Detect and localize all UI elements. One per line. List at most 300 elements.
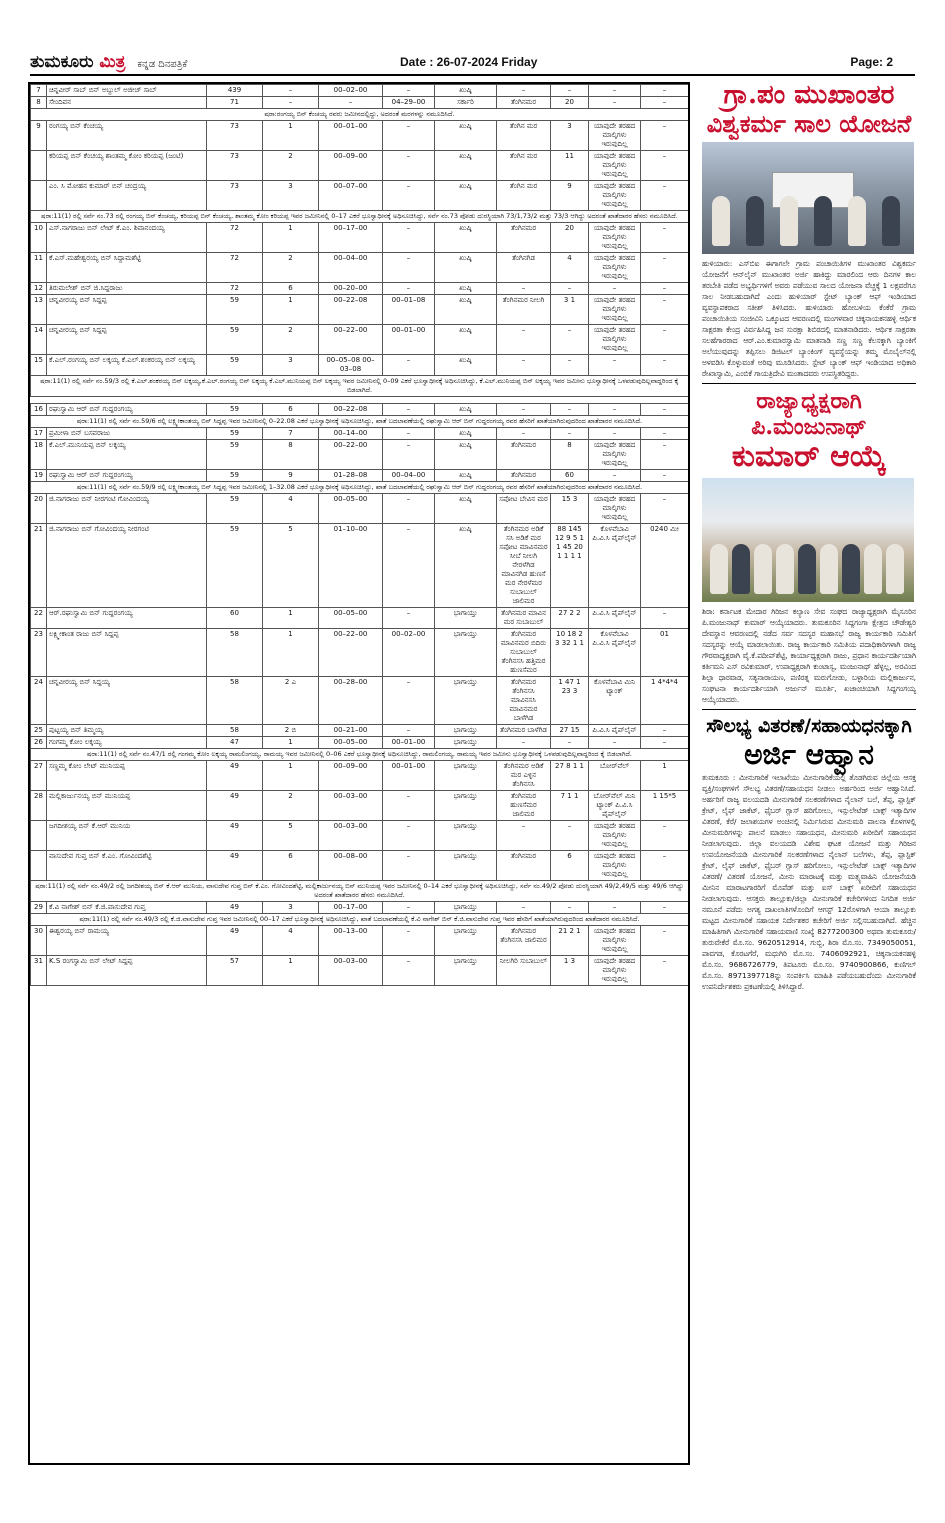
table-row xyxy=(31,440,689,470)
table-gap-cell xyxy=(31,397,689,404)
table-note-row xyxy=(31,416,689,428)
land-type: ಖುಷ್ಕಿ xyxy=(435,151,497,181)
owner-name: ಎಸ್.ನಾಗರಾಜು ಬಿನ್ ಲೇಟ್ ಕೆ.ಎಂ. ಶಿವಾನಂದಯ್ಯ xyxy=(47,223,207,253)
owner-name: ರಂಗಯ್ಯ ಬಿನ್ ಕೆಂಚಯ್ಯ xyxy=(47,121,207,151)
structure: – xyxy=(589,283,641,295)
person-figure xyxy=(746,196,764,246)
remarks: – xyxy=(641,902,689,914)
remarks: – xyxy=(641,355,689,376)
table-row xyxy=(31,223,689,253)
land-type: ಖುಷ್ಕಿ xyxy=(435,524,497,608)
structure: ಯಾವುದೇ ತರಹದ ಮಾಲ್ಕಿಗಳು ಇರುವುದಿಲ್ಲ xyxy=(589,181,641,211)
tree-type: – xyxy=(497,821,551,851)
row-number xyxy=(31,851,47,881)
owner-name: ಕೆ.ಎಲ್.ರಂಗಯ್ಯ ಬಿನ್ ಲಕ್ಕಯ್ಯ ಕೆ.ಎಲ್.ಶಂಕರಯ್ಯ ಬಿನ್ ಲಕ್ಕಯ್ಯ xyxy=(47,355,207,376)
kharab: – xyxy=(383,121,435,151)
table-row xyxy=(31,404,689,416)
kharab: – xyxy=(383,283,435,295)
structure: – xyxy=(589,404,641,416)
table-row xyxy=(31,428,689,440)
tree-type: – xyxy=(497,404,551,416)
tree-type: – xyxy=(497,428,551,440)
article2-headline-b: ಕುಮಾರ್ ಆಯ್ಕೆ xyxy=(731,439,887,474)
structure: ಯಾವುದೇ ತರಹದ ಮಾಲ್ಕಿಗಳು ಇರುವುದಿಲ್ಲ xyxy=(589,223,641,253)
structure: ಯಾವುದೇ ತರಹದ ಮಾಲ್ಕಿಗಳು ಇರುವುದಿಲ್ಲ xyxy=(589,295,641,325)
owner-name: ಪ್ರಮೀಳಾ ಬಿನ್ ಬಸವರಾಜು xyxy=(47,428,207,440)
table-row xyxy=(31,295,689,325)
table-note: ಷರಾ:ರಂಗಯ್ಯ ಬಿನ್ ಕೆಂಚಯ್ಯ ರವರು ಜಮೀನದಲ್ಲಿದ್ದು, ಅದರಂತೆ ಮರಗಳನ್ನು ನಮೂದಿಸಿದೆ. xyxy=(31,109,689,121)
person-figure xyxy=(814,196,832,246)
tree-count: 27 2 2 xyxy=(551,608,589,629)
remarks: – xyxy=(641,956,689,986)
extent: 00–07–00 xyxy=(319,181,383,211)
row-number xyxy=(31,151,47,181)
article3-headline-a: ಸೌಲಭ್ಯ ವಿತರಣೆ/ಸಹಾಯಧನಕ್ಕಾಗಿ xyxy=(706,715,912,737)
extent: 00–03–00 xyxy=(319,956,383,986)
divider xyxy=(702,383,916,384)
tree-type: ತೆಂಗಿನಮರ ಹುಣಸೆಮರ ಜಾಲಿಮರ xyxy=(497,791,551,821)
table-note-row xyxy=(31,211,689,223)
tree-type: ತೆಂಗಿನಮರ xyxy=(497,851,551,881)
survey-number: 60 xyxy=(207,608,263,629)
remarks: – xyxy=(641,97,689,109)
kharab: 00–04–00 xyxy=(383,470,435,482)
table-row xyxy=(31,956,689,986)
extent: 00–09–00 xyxy=(319,151,383,181)
survey-number: 49 xyxy=(207,821,263,851)
tree-count: 6 xyxy=(551,851,589,881)
sub-number: 1 xyxy=(263,629,319,677)
kharab: – xyxy=(383,428,435,440)
remarks: 01 xyxy=(641,629,689,677)
remarks: – xyxy=(641,121,689,151)
row-number: 19 xyxy=(31,470,47,482)
extent: 00–08–00 xyxy=(319,851,383,881)
person-figure xyxy=(886,544,904,594)
extent: 00–14–00 xyxy=(319,428,383,440)
extent: 00–03–00 xyxy=(319,821,383,851)
owner-name: ಚಿನ್ನವೀರ್ ಸಾಬ್ ಬಿನ್ ಅಬ್ದುಲ್ ಅಜೀಜ್ ಸಾಬ್ xyxy=(47,85,207,97)
extent: 00–22–00 xyxy=(319,440,383,470)
sub-number: 8 xyxy=(263,440,319,470)
land-type: ಭಾಗಾಯ್ತು xyxy=(435,791,497,821)
extent: 00–05–00 xyxy=(319,737,383,749)
sub-number: 2 ಬಿ xyxy=(263,725,319,737)
tree-type: – xyxy=(497,902,551,914)
article1-body: ಹುಳಿಯಾರು: ಎಸ್‌ಬಿಐ ಈಗಾಗಲೇ ಗ್ರಾಮ ಪಂಚಾಯಿತಿಗಳ ಮುಖಾಂತರ ವಿಶ್ವಕರ್ಮ ಯೋಜನೆಗೆ ಆನ್‌ಲೈನ್ ಮುಖಾಂತರ ಅರ್ಜಿ ಹಾಕಿದ್ದು ಮಾರಲಿಂದ ಆರು ದಿನಗಳ ಕಾಲ ತರಬೇತಿ ಪಡೆದ ಅಭ್ಯರ್ಥಿಗಳಿಗೆ ಅವರು ಪಡೆಯುವ ಸಾಲದ ಯೋಜನಾ ವೆಚ್ಚಕ್ಕೆ 1 ಲಕ್ಷವರೆಗೂ ಸಾಲ ನೀಡಬಹುದಾಗಿದೆ ಎಂದು ಹುಳಿಯಾರ್ ಸ್ಟೇಟ್ ಬ್ಯಾಂಕ್ ಆಫ್ ಇಂಡಿಯಾದ ವ್ಯವಸ್ಥಾಪಕರಾದ ಸತೀಶ್ ತಿಳಿಸಿದರು. ಹುಳಿಯಾರು ಹೋಬಳಿಯ ಕೆಂಕೆರೆ ಗ್ರಾಮ ಪಂಚಾಯಿತಿಯ ಸಂಜೀವಿನಿ ಒಕ್ಕೂಟದ ಆವರಣದಲ್ಲಿ ಮಂಗಳವಾರ ಚಿಕ್ಕನಾಯಕನಹಳ್ಳಿ ಆರ್ಥಿಕ ಸಾಕ್ಷರತಾ ಕೇಂದ್ರ ವಿರ್ವಹಿಸಿದ್ದ ಜನ ಸುರಕ್ಷಾ ಶಿಬಿರದಲ್ಲಿ ಮಾತನಾಡಿದರು. ಆರ್ಥಿಕ ಸಾಕ್ಷರತಾ ಸಲಹೆಗಾರರಾದ ಆರ್.ಎಂ.ಕುಮಾರಸ್ವಾಮಿ ಮಾತನಾಡಿ ಸಣ್ಣ ಸಣ್ಣ ಕೆಲಸಕ್ಕಾಗಿ ಬ್ಯಾಂಕಿಗೆ ಅಲೆಯುವುದನ್ನು ತಪ್ಪಿಸಲು ಡಿಜಿಟಲ್ ಬ್ಯಾಂಕಿಂಗ್ ವ್ಯವಸ್ಥೆಯನ್ನು ತಮ್ಮ ಮೊಬೈಲ್‌ನಲ್ಲಿ ಅಳವಡಿಸಿ ಕೊಳ್ಳುವಂತೆ ಅರಿವು ಮೂಡಿಸಿದರು. ಸ್ಟೇಟ್ ಬ್ಯಾಂಕ್ ಆಫ್ ಇಂಡಿಯಾದ ಅಧಿಕಾರಿ ರೇಖಾಸ್ವಾಮಿ, ಎಂಬಿಕೆ ಗಾಯತ್ರಿದೇವಿ ಮಂತಾದವರು ಉಪಸ್ಥಿತರಿದ್ದರು. xyxy=(702,259,916,378)
article3-headline-b: ಅರ್ಜಿ ಆಹ್ವಾನ xyxy=(744,738,874,771)
kharab: – xyxy=(383,677,435,725)
kharab: – xyxy=(383,851,435,881)
tree-count: 9 xyxy=(551,181,589,211)
survey-number: 59 xyxy=(207,494,263,524)
land-type: ಖುಷ್ಕಿ xyxy=(435,428,497,440)
owner-name: ಜಿ.ನಾಗರಾಜು ಬಿನ್ ನೀರಗಂಟಿ ಗೋವಿಂದಯ್ಯ xyxy=(47,494,207,524)
sub-number: 1 xyxy=(263,608,319,629)
survey-number: 49 xyxy=(207,902,263,914)
structure: – xyxy=(589,737,641,749)
table-row xyxy=(31,737,689,749)
sub-number: 6 xyxy=(263,851,319,881)
photo-group-certificates xyxy=(702,142,914,254)
tree-count: – xyxy=(551,737,589,749)
row-number: 7 xyxy=(31,85,47,97)
logo-part-a: ತುಮಕೂರು xyxy=(30,52,94,72)
remarks: – xyxy=(641,470,689,482)
land-type: ಭಾಗಾಯ್ತು xyxy=(435,851,497,881)
table-row xyxy=(31,181,689,211)
structure: – xyxy=(589,470,641,482)
row-number: 16 xyxy=(31,404,47,416)
kharab: – xyxy=(383,791,435,821)
extent: 00–17–00 xyxy=(319,902,383,914)
extent: 00–20–00 xyxy=(319,283,383,295)
tree-count: 20 xyxy=(551,97,589,109)
table-row xyxy=(31,677,689,725)
extent: 00–21–00 xyxy=(319,725,383,737)
land-type: ಭಾಗಾಯ್ತು xyxy=(435,725,497,737)
survey-number: 59 xyxy=(207,524,263,608)
row-number: 29 xyxy=(31,902,47,914)
table-note-row xyxy=(31,881,689,902)
tree-type: ತೆಂಗಿನಮರ xyxy=(497,223,551,253)
row-number: 9 xyxy=(31,121,47,151)
table-note: ಷರಾ:11(1) ರಲ್ಲಿ ಸರ್ವೆ ನಂ.59/9 ರಲ್ಲಿ ಲಕ್ಷ್ಮೀಕಾಂತಯ್ಯ ಬಿನ್ ಸಿದ್ದಪ್ಪ ಇವರ ಜಮೀನಿನಲ್ಲಿ 1–32.08 ಎಕರೆ ಭೂಸ್ವಾಧೀನಕ್ಕೆ ಅಧಿಸೂಚಿಸಿದ್ದು, ಖಾತೆ ಬದಲಾವಣೆಯಲ್ಲಿ ರಘುಸ್ವಾಮಿ ಆರ್ ಬಿನ್ ಗುದ್ದರಂಗಯ್ಯ ರವರ ಹೆಸರಿಗೆ ಖಾತೆಯಾಗಿರುವುದರಿಂದ ಖಾತೆದಾರರ ನಮೂದಿಸಿದೆ. xyxy=(31,482,689,494)
sub-number: 5 xyxy=(263,524,319,608)
tree-count: 60 xyxy=(551,470,589,482)
tree-count: 21 2 1 xyxy=(551,926,589,956)
survey-number: 58 xyxy=(207,725,263,737)
tree-count: 1 3 xyxy=(551,956,589,986)
owner-name: ಮಲ್ಲಿಕಾರ್ಜುನಯ್ಯ ಬಿನ್ ಮುನಿಯಪ್ಪ xyxy=(47,791,207,821)
land-acquisition-table xyxy=(28,82,690,1465)
owner-name: ಜಿ.ನಾಗರಾಜು ಬಿನ್ ಗೋವಿಂದಯ್ಯ ನೀರಗಂಟಿ xyxy=(47,524,207,608)
tree-count: 11 xyxy=(551,151,589,181)
owner-name: ಕೆ.ವಿ ನಾಗೇಶ್ ಬಿನ್ ಕೆ.ಜಿ.ವಾಸುದೇವ ಗುಪ್ತ xyxy=(47,902,207,914)
row-number: 10 xyxy=(31,223,47,253)
row-number xyxy=(31,181,47,211)
tree-count: 3 xyxy=(551,121,589,151)
survey-number: 71 xyxy=(207,97,263,109)
tree-type: ತೆಂಗಿನಮರ ನೀಲಗಿ xyxy=(497,295,551,325)
row-number: 28 xyxy=(31,791,47,821)
kharab: – xyxy=(383,253,435,283)
survey-number: 73 xyxy=(207,121,263,151)
table-note-row xyxy=(31,109,689,121)
table-row xyxy=(31,85,689,97)
owner-name: ರಘುಸ್ವಾಮಿ ಆರ್ ಬಿನ್ ಗುದ್ದರಂಗಯ್ಯ xyxy=(47,470,207,482)
tree-count: – xyxy=(551,355,589,376)
survey-number: 49 xyxy=(207,851,263,881)
table-row xyxy=(31,629,689,677)
table-note-row xyxy=(31,482,689,494)
owner-name: ಚನ್ನವೀರಯ್ಯ ಬಿನ್ ಸಿದ್ದಪ್ಪ xyxy=(47,325,207,355)
tree-type: – xyxy=(497,85,551,97)
structure: – xyxy=(589,428,641,440)
table-row xyxy=(31,121,689,151)
extent: 00–05–00 xyxy=(319,608,383,629)
owner-name: ಗಂಗಮ್ಮ ಕೋಂ ಲಕ್ಕಯ್ಯ xyxy=(47,737,207,749)
owner-name: ಜಗದೀಶಯ್ಯ ಬಿನ್ ಕೆ.ಆರ್ ಮುನಿಯ xyxy=(47,821,207,851)
land-type: ಭಾಗಾಯ್ತು xyxy=(435,902,497,914)
land-table xyxy=(30,84,689,986)
table-note: ಷರಾ:11(1) ರಲ್ಲಿ ಸರ್ವೆ ನಂ.49/2 ರಲ್ಲಿ ಜಗದೀಶಯ್ಯ ಬಿನ್ ಕೆ.ಆರ್ ಮುನಿಯ, ವಾಸುದೇವ ಗುಪ್ತ ಬಿನ್ ಕೆ.ಎಂ. ಗೋವಿಂದಶೆಟ್ಟಿ, ಮಲ್ಲಿಕಾರ್ಜುನಯ್ಯ ಬಿನ್ ಮುನಿಯಪ್ಪ ಇವರ ಜಮೀನಿನಲ್ಲಿ 0–14 ಎಕರೆ ಭೂಸ್ವಾಧೀನಕ್ಕೆ ಅಧಿಸೂಚಿಸಿದ್ದು, ಸರ್ವೆ ನಂ.49/2 ಪೋಡು ದುರಸ್ಥಿಯಾಗಿ 49/2,49/5 ಮತ್ತು 49/6 ಆಗಿದ್ದು ಅದರಂತೆ ಖಾತೆದಾರರ ಹೆಸರು ನಮೂದಿಸಿದೆ. xyxy=(31,881,689,902)
structure: ಯಾವುದೇ ತರಹದ ಮಾಲ್ಕಿಗಳು ಇರುವುದಿಲ್ಲ xyxy=(589,325,641,355)
row-number: 12 xyxy=(31,283,47,295)
tree-count: 3 1 xyxy=(551,295,589,325)
row-number: 20 xyxy=(31,494,47,524)
structure: ಬೋರ್‌ವೆಲ್ xyxy=(589,761,641,791)
kharab: – xyxy=(383,956,435,986)
kharab: – xyxy=(383,181,435,211)
survey-number: 59 xyxy=(207,470,263,482)
person-figure xyxy=(842,544,860,594)
row-number: 13 xyxy=(31,295,47,325)
structure: ಯಾವುದೇ ತರಹದ ಮಾಲ್ಕಿಗಳು ಇರುವುದಿಲ್ಲ xyxy=(589,926,641,956)
article2-body: ಶಿರಾ: ಕರ್ನಾಟಕ ಮೇದಾರ ಗಿರಿಜನ ಕಲ್ಯಾಣ ಸೇವ ಸಂಘದ ರಾಜ್ಯಾಧ್ಯಕ್ಷರಾಗಿ ಮೈಸೂರಿನ ಪಿ.ಮಂಜುನಾಥ್ ಕುಮಾರ್ ಆಯ್ಕೆಯಾದರು. ತುಮಕೂರಿನ ಸಿದ್ದಗಂಗಾ ಕ್ಷೇತ್ರದ ಚೌಡೇಶ್ವರಿ ದೇವಸ್ಥಾನ ಆವರಣದಲ್ಲಿ ನಡೆದ ಸರ್ವ ಸದಸ್ಯರ ಮಹಾಸಭೆ ರಾಜ್ಯ ಕಾರ್ಯಕಾರಿ ಸಮಿತಿಗೆ ಸದಸ್ಯರನ್ನು ಆಯ್ಕೆ ಮಾಡಲಾಯಿತು. ರಾಜ್ಯ ಕಾರ್ಯಕಾರಿ ಸಮಿತಿಯ ಪದಾಧಿಕಾರಿಗಳಾಗಿ ರಾಜ್ಯ ಗೌರವಾಧ್ಯಕ್ಷರಾಗಿ ವೈ.ಕೆ.ಪದೀಪ್‌ಶೆಟ್ಟಿ, ಕಾರ್ಯಾಧ್ಯಕ್ಷರಾಗಿ ರಾಜು, ಪ್ರಧಾನ ಕಾರ್ಯದರ್ಶಿಯಾಗಿ ಕರ್ತಿಮನಿ ಎಸ್ ರವಿಕುಮಾರ್, ಉಪಾಧ್ಯಕ್ಷರಾಗಿ ಕುಂಟಾಸ್ವ, ಮಂಜುನಾಥ್ ಹೆಳ್ಳಲ್ಲ, ಅರವಿಂದ ಶಿಲ್ಪಾ ಧಾರವಾಡ, ಸತ್ಯನಾರಾಯಣ, ಪಣಿರತ್ನ ಮರುಗೋಡು, ಬಳ್ಳಾರಿಯ ಮಲ್ಲಿಕಾರ್ಜುನ, ಸಂಘಟನಾ ಕಾರ್ಯದರ್ಶಿಯಾಗಿ ಅರ್ಜುನ್ ಮೂರ್ತಿ, ಖಜಾಂಚಿಯಾಗಿ ಸಿದ್ದಗಂಗಯ್ಯ ಆಯ್ಕೆಯಾದರು. xyxy=(702,607,916,704)
tree-count: 27 8 1 1 xyxy=(551,761,589,791)
person-figure xyxy=(820,544,838,594)
structure: ಯಾವುದೇ ತರಹದ ಮಾಲ್ಕಿಗಳು ಇರುವುದಿಲ್ಲ xyxy=(589,440,641,470)
tree-type: – xyxy=(497,283,551,295)
land-type: ಖುಷ್ಕಿ xyxy=(435,223,497,253)
remarks: – xyxy=(641,725,689,737)
sub-number: 3 xyxy=(263,181,319,211)
kharab: 04–29–00 xyxy=(383,97,435,109)
structure: – xyxy=(589,85,641,97)
extent: 00–22–00 xyxy=(319,325,383,355)
table-row xyxy=(31,494,689,524)
table-note: ಷರಾ:11(1) ರಲ್ಲಿ ಸರ್ವೆ ನಂ.73 ರಲ್ಲಿ ರಂಗಯ್ಯ ಬಿನ್ ಕೆಂಚಯ್ಯ, ಕರಿಯಪ್ಪ ಬಿನ್ ಕೆಂಚಯ್ಯ, ಶಾಂತಮ್ಮ ಕೋಂ ಕರಿಯಪ್ಪ ಇವರ ಜಮೀನಿನಲ್ಲಿ 0–17 ಎಕರೆ ಭೂಸ್ವಾಧೀನಕ್ಕೆ ಅಧಿಸೂಚಿಸಿದ್ದು, ಸರ್ವೆ ನಂ.73 ಪೋಡು ದುರಸ್ಥಿಯಾಗಿ 73/1,73/2 ಮತ್ತು 73/3 ಆಗಿದ್ದು ಅದರಂತೆ ಖಾತೆದಾರರ ಹೆಸರು ನಮೂದಿಸಿದೆ. xyxy=(31,211,689,223)
right-column xyxy=(700,80,918,992)
structure: ಕೊಳವೆಬಾವಿ ಮಿನಿ ಟ್ಯಾಂಕ್ xyxy=(589,677,641,725)
survey-number: 72 xyxy=(207,223,263,253)
sub-number: 6 xyxy=(263,283,319,295)
table-note-row xyxy=(31,749,689,761)
structure: ಯಾವುದೇ ತರಹದ ಮಾಲ್ಕಿಗಳು ಇರುವುದಿಲ್ಲ xyxy=(589,851,641,881)
remarks: – xyxy=(641,737,689,749)
row-number: 27 xyxy=(31,761,47,791)
owner-name: ಪುಟ್ಟಯ್ಯ ಬಿನ್ ತಿಮ್ಮಯ್ಯ xyxy=(47,725,207,737)
remarks: 1 xyxy=(641,761,689,791)
remarks: – xyxy=(641,851,689,881)
logo-part-b: ಮಿತ್ರ xyxy=(99,52,126,72)
kharab: 00–01–00 xyxy=(383,325,435,355)
tree-type: ತೆಂಗಿನ ಮರ xyxy=(497,181,551,211)
survey-number: 49 xyxy=(207,761,263,791)
table-row xyxy=(31,253,689,283)
tree-count: 10 18 2 3 32 1 1 xyxy=(551,629,589,677)
remarks: – xyxy=(641,283,689,295)
owner-name: ಈಶ್ವರಯ್ಯ ಬಿನ್ ರಾಮಯ್ಯ xyxy=(47,926,207,956)
sub-number: 4 xyxy=(263,926,319,956)
remarks: – xyxy=(641,295,689,325)
article1-headline-b: ವಿಶ್ವಕರ್ಮ ಸಾಲ ಯೋಜನೆ xyxy=(706,109,912,138)
sub-number: – xyxy=(263,85,319,97)
land-type: ಖುಷ್ಕಿ xyxy=(435,295,497,325)
extent: 00–09–00 xyxy=(319,761,383,791)
tree-count: 8 xyxy=(551,440,589,470)
extent: 00–28–00 xyxy=(319,677,383,725)
remarks: – xyxy=(641,151,689,181)
survey-number: 439 xyxy=(207,85,263,97)
land-type: ಖುಷ್ಕಿ xyxy=(435,494,497,524)
table-gap xyxy=(31,397,689,404)
person-figure xyxy=(882,196,900,246)
tree-type: ತೆಂಗಿನಮರ ತೆಂಗಿನಸಸಿ ಮಾವಿನಸಸಿ ಮಾವಿನಮರ ಬಾಳೆಗಿಡ xyxy=(497,677,551,725)
kharab: 00–02–00 xyxy=(383,629,435,677)
sub-number: 1 xyxy=(263,223,319,253)
person-figure xyxy=(754,544,772,594)
survey-number: 72 xyxy=(207,283,263,295)
extent: 01–28–08 xyxy=(319,470,383,482)
land-type: ಖುಷ್ಕಿ xyxy=(435,404,497,416)
survey-number: 59 xyxy=(207,404,263,416)
structure: ಯಾವುದೇ ತರಹದ ಮಾಲ್ಕಿಗಳು ಇರುವುದಿಲ್ಲ xyxy=(589,956,641,986)
survey-number: 59 xyxy=(207,440,263,470)
structure: – xyxy=(589,902,641,914)
row-number: 31 xyxy=(31,956,47,986)
owner-name: ಚನ್ನವೀರಯ್ಯ ಬಿನ್ ಸಿದ್ದಪ್ಪ xyxy=(47,295,207,325)
survey-number: 47 xyxy=(207,737,263,749)
tree-type: ತೆಂಗಿನಗಿಡ xyxy=(497,253,551,283)
remarks: – xyxy=(641,181,689,211)
survey-number: 49 xyxy=(207,791,263,821)
remarks: – xyxy=(641,440,689,470)
table-row xyxy=(31,97,689,109)
article3-body: ತುಮಕೂರು : ಮೀನುಗಾರಿಕೆ ಇಲಾಖೆಯು ಮೀನುಗಾರಿಕೆಯಲ್ಲಿ ತೊಡಗಿರುವ ಜಿಲ್ಲೆಯ ಆಸಕ್ತ ವ್ಯಕ್ತಿ/ಸಂಘಗಳಿಗೆ ಸೌಲಭ್ಯ ವಿತರಣೆ/ಸಹಾಯಧನ ನೀಡಲು ಅರ್ಹರಿಂದ ಅರ್ಜಿ ಆಹ್ವಾನಿಸಿದೆ. ಅರ್ಹರಿಗೆ ರಾಜ್ಯ ವಲಯದಡಿ ಮೀನುಗಾರಿಕೆ ಸಲಕರಣೆಗಳಾದ ನೈಲಾನ್ ಬಲೆ, ತೆಪ್ಪ, ಪ್ಲಾಸ್ಟಿಕ್ ಕ್ರೇಟ್, ಲೈಫ್ ಜಾಕೆಟ್, ಫೈಬರ್ ಗ್ಲಾಸ್ ಹರಿಗೋಲು, ಇನ್ಸುಲೇಟೆಡ್ ಬಾಕ್ಸ್ ಇತ್ಯಾದಿಗಳ ವಿತರಣೆ, ಕೆರೆ/ ಜಲಾಶಯಗಳ ಅಂಚಿನಲ್ಲಿ ನಿರ್ಮಿಸಿರುವ ಮೀನುಮರಿ ಪಾಲನಾ ಕೊಳಗಳಲ್ಲಿ ಮೀನುಮರಿಗಳನ್ನು ಪಾಲನೆ ಮಾಡಲು ಸಹಾಯಧನ, ಮೀನುಮರಿ ಖರೀದಿಗೆ ಸಹಾಯಧನ ನೀಡಲಾಗುವುದು. ಜಿಲ್ಲಾ ವಲಯದಡಿ ವಿಶೇಷ ಘಟಕ ಯೋಜನೆ ಮತ್ತು ಗಿರಿಜನ ಉಪಯೋಜನೆಯಡಿ ಮೀನುಗಾರಿಕೆ ಸಲಕರಣೆಗಳಾದ ನೈಲಾನ್ ಬಲೆಗಳು, ತೆಪ್ಪ, ಪ್ಲಾಸ್ಟಿಕ್ ಕ್ರೇಟ್, ಲೈಫ್ ಜಾಕೆಟ್, ಫೈಬರ್ ಗ್ಲಾಸ್ ಹರಿಗೋಲು, ಇನ್ಸುಲೇಟೆಡ್ ಬಾಕ್ಸ್ ಇತ್ಯಾದಿಗಳ ವಿತರಣೆ/ ವಿತರಣೆ ಯೋಜನೆ, ಮೀನು ಮಾರಾಟಕ್ಕೆ ಮತ್ತು ಮತ್ಸ್ಯವಾಹಿನಿ ಯೋಜನೆಯಡಿ ಮೀನಿನ ಮಾರಾಟಗಾರರಿಗೆ ಮೊಪೆಡ್ ಮತ್ತು ಐಸ್ ಬಾಕ್ಸ್ ಖರೀದಿಗೆ ಸಹಾಯಧನ ನೀಡಲಾಗುವುದು. ಆಸಕ್ತರು ತಾಲ್ಲೂಕು/ಜಿಲ್ಲಾ ಮೀನುಗಾರಿಕೆ ಕಚೇರಿಗಳಿಂದ ನಿಗದಿತ ಅರ್ಜಿ ನಮೂನೆ ಪಡೆದು ಅಗತ್ಯ ದಾಖಲಾತಿಗಳೊಂದಿಗೆ ಆಗಸ್ಟ್ 12ರೊಳಗಾಗಿ ಆಯಾ ತಾಲ್ಲೂಕು ಮಟ್ಟದ ಮೀನುಗಾರಿಕೆ ಸಹಾಯಕ ನಿರ್ದೇಶಕರ ಕಚೇರಿಗೆ ಅರ್ಜಿ ಸಲ್ಲಿಸಬಹುದಾಗಿದೆ. ಹೆಚ್ಚಿನ ಮಾಹಿತಿಗಾಗಿ ಮೀನುಗಾರಿಕೆ ಸಹಾಯವಾಣಿ ಸಂಖ್ಯೆ 8277200300 ಅಥವಾ ತುಮಕೂರು/ತುರುವೇಕೆರೆ ಮೊ.ಸಂ. 9620512914, ಗುಬ್ಬಿ, ಶಿರಾ ಮೊ.ಸಂ. 7349050051, ಪಾವಗಡ, ಕೊರಟಗೆರೆ, ಮಧುಗಿರಿ ಮೊ.ಸಂ. 7406092921, ಚಿಕ್ಕನಾಯಕನಹಳ್ಳಿ ಮೊ.ಸಂ. 9686726779, ತಿಪಟೂರು ಮೊ.ಸಂ. 9740900866, ಕುಣಿಗಲ್ ಮೊ.ಸಂ. 8971397718ನ್ನು ಸಂಪರ್ಕಿಸಿ ಮಾಹಿತಿ ಪಡೆಯಬಹುದೆಂದು ಮೀನುಗಾರಿಕೆ ಉಪನಿರ್ದೇಶಕರು ಪ್ರಕಟಣೆಯಲ್ಲಿ ತಿಳಿಸಿದ್ದಾರೆ. xyxy=(702,773,916,991)
extent: 00–22–08 xyxy=(319,295,383,325)
sub-number: 1 xyxy=(263,761,319,791)
remarks: – xyxy=(641,85,689,97)
remarks: – xyxy=(641,253,689,283)
remarks: 1 15*5 xyxy=(641,791,689,821)
remarks: – xyxy=(641,608,689,629)
land-type: ಖುಷ್ಕಿ xyxy=(435,325,497,355)
land-type: ಭಾಗಾಯ್ತು xyxy=(435,629,497,677)
tree-count: 15 3 xyxy=(551,494,589,524)
article1-headline-a: ಗ್ರಾ.ಪಂ ಮುಖಾಂತರ xyxy=(723,80,895,110)
tree-count: 27 15 xyxy=(551,725,589,737)
structure: ಯಾವುದೇ ತರಹದ ಮಾಲ್ಕಿಗಳು ಇರುವುದಿಲ್ಲ xyxy=(589,821,641,851)
land-type: ಸರ್ಕಾರಿ xyxy=(435,97,497,109)
extent: 00–04–00 xyxy=(319,253,383,283)
sub-number: 2 ಎ xyxy=(263,677,319,725)
land-type: ಖುಷ್ಕಿ xyxy=(435,283,497,295)
remarks: – xyxy=(641,223,689,253)
extent: 00–05–08 00–03–08 xyxy=(319,355,383,376)
land-type: ಖುಷ್ಕಿ xyxy=(435,85,497,97)
person-figure xyxy=(798,544,816,594)
land-type: ಭಾಗಾಯ್ತು xyxy=(435,761,497,791)
tree-type: ತೆಂಗಿನಮರ ತೆಂಗಿನಸಸಿ ಜಾಲಿಮರ xyxy=(497,926,551,956)
table-row xyxy=(31,470,689,482)
tree-count: 88 145 12 9 5 1 1 45 20 1 1 1 1 xyxy=(551,524,589,608)
table-row xyxy=(31,608,689,629)
tree-count: – xyxy=(551,821,589,851)
remarks: 1 4*4*4 xyxy=(641,677,689,725)
owner-name: ಲಕ್ಷ್ಮೀಕಾಂತ ರಾಜು ಬಿನ್ ಸಿದ್ದಪ್ಪ xyxy=(47,629,207,677)
land-type: ಭಾಗಾಯ್ತು xyxy=(435,608,497,629)
tree-type: ತೆಂಗಿನ ಮರ xyxy=(497,151,551,181)
kharab: – xyxy=(383,902,435,914)
tree-count: 7 1 1 xyxy=(551,791,589,821)
owner-name: ಎಂ. ಸಿ ಮೋಹನ ಕುಮಾರ್ ಬಿನ್ ಚಂದ್ರಯ್ಯ xyxy=(47,181,207,211)
person-figure xyxy=(712,196,730,246)
land-type: ಭಾಗಾಯ್ತು xyxy=(435,956,497,986)
remarks: – xyxy=(641,494,689,524)
table-row xyxy=(31,524,689,608)
tree-type: ತೆಂಗಿನಮರ xyxy=(497,470,551,482)
row-number: 18 xyxy=(31,440,47,470)
tree-type: ನೀಲಗಿರಿ ಸುಬಾಬುಲ್ xyxy=(497,956,551,986)
photo-group-temple xyxy=(702,478,914,602)
kharab: 00–01–00 xyxy=(383,737,435,749)
remarks: – xyxy=(641,325,689,355)
owner-name: ಆರ್.ರಘುಸ್ವಾಮಿ ಬಿನ್ ಗುದ್ದರಂಗಯ್ಯ xyxy=(47,608,207,629)
sub-number: 7 xyxy=(263,428,319,440)
land-type: ಭಾಗಾಯ್ತು xyxy=(435,677,497,725)
tree-count: 4 xyxy=(551,253,589,283)
masthead xyxy=(30,52,915,76)
kharab: – xyxy=(383,926,435,956)
structure: ಕೊಳವೆಬಾವಿ ಪಿ.ವಿ.ಸಿ ಪೈಪ್‌ಲೈನ್ xyxy=(589,629,641,677)
sub-number: 4 xyxy=(263,494,319,524)
row-number: 11 xyxy=(31,253,47,283)
table-row xyxy=(31,355,689,376)
land-type: ಭಾಗಾಯ್ತು xyxy=(435,926,497,956)
row-number: 17 xyxy=(31,428,47,440)
sub-number: 1 xyxy=(263,737,319,749)
extent: 00–03–00 xyxy=(319,791,383,821)
logo-subtitle: ಕನ್ನಡ ದಿನಪತ್ರಿಕೆ xyxy=(137,59,188,70)
structure: ಪಿ.ವಿ.ಸಿ ಪೈಪ್‌ಲೈನ್ xyxy=(589,608,641,629)
table-row xyxy=(31,725,689,737)
tree-count: – xyxy=(551,902,589,914)
kharab: – xyxy=(383,404,435,416)
issue-date: Date : 26-07-2024 Friday xyxy=(400,55,538,69)
extent: 01–10–00 xyxy=(319,524,383,608)
person-figure xyxy=(732,544,750,594)
tree-type: – xyxy=(497,325,551,355)
survey-number: 59 xyxy=(207,325,263,355)
tree-type: ತೆಂಗಿನಮರ ಬಾಳೆಗಿಡ xyxy=(497,725,551,737)
land-type: ಖುಷ್ಕಿ xyxy=(435,470,497,482)
owner-name: ಚನ್ನವೀರಯ್ಯ ಬಿನ್ ಸಿದ್ದಯ್ಯ xyxy=(47,677,207,725)
sub-number: 3 xyxy=(263,355,319,376)
sub-number: 5 xyxy=(263,821,319,851)
land-type: ಖುಷ್ಕಿ xyxy=(435,253,497,283)
table-row xyxy=(31,791,689,821)
extent: 00–17–00 xyxy=(319,223,383,253)
person-figure xyxy=(848,196,866,246)
structure: ಕೊಳವೆಬಾವಿ ಪಿ.ವಿ.ಸಿ ಪೈಪ್‌ಲೈನ್ xyxy=(589,524,641,608)
person-figure xyxy=(710,544,728,594)
extent: 00–02–00 xyxy=(319,85,383,97)
table-row xyxy=(31,821,689,851)
tree-type: – xyxy=(497,355,551,376)
row-number: 15 xyxy=(31,355,47,376)
kharab: – xyxy=(383,151,435,181)
survey-number: 72 xyxy=(207,253,263,283)
tree-type: ತೆಂಗಿನಮರ ಮಾವಿನ ಮರ ಸುಬಾಬುಲ್ xyxy=(497,608,551,629)
sub-number: 2 xyxy=(263,151,319,181)
kharab: – xyxy=(383,524,435,608)
kharab: – xyxy=(383,821,435,851)
kharab: 00–01–00 xyxy=(383,761,435,791)
sub-number: – xyxy=(263,97,319,109)
survey-number: 57 xyxy=(207,956,263,986)
